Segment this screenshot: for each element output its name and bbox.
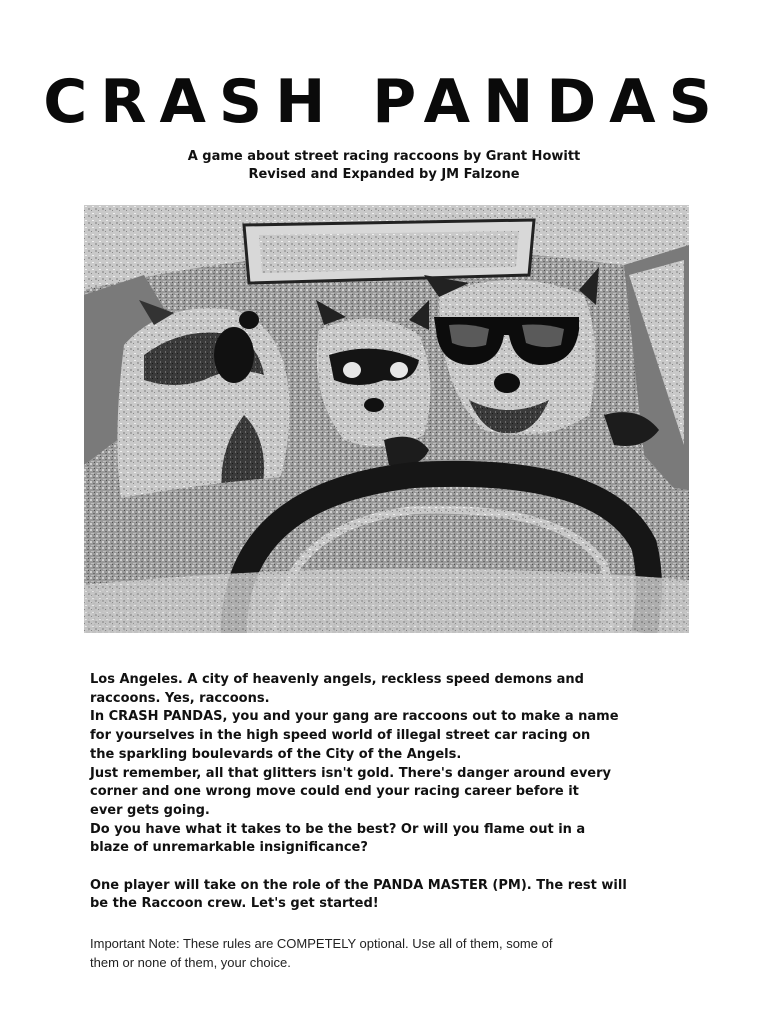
intro-line: Do you have what it takes to be the best? Or will you flame out in a (90, 821, 586, 837)
intro-line: Just remember, all that glitters isn't gold. There's danger around every (90, 765, 612, 781)
raccoons-driving-car-photo (84, 205, 689, 633)
roles-line: One player will take on the role of the PANDA MASTER (PM). The rest will (90, 877, 627, 893)
intro-line: ever gets going. (90, 802, 210, 818)
subtitle-revision: Revised and Expanded by JM Falzone (248, 167, 520, 182)
intro-text (90, 671, 730, 914)
intro-line: the sparkling boulevards of the City of the Angels. (90, 746, 462, 762)
note-line: Important Note: These rules are COMPETELY optional. Use all of them, some of (90, 936, 553, 951)
note-line: them or none of them, your choice. (90, 955, 291, 970)
paragraph-gap (90, 858, 730, 877)
important-note (90, 934, 730, 972)
subtitle (0, 148, 768, 184)
intro-line: for yourselves in the high speed world of illegal street car racing on (90, 728, 591, 744)
roles-line: be the Raccoon crew. Let's get started! (90, 896, 379, 912)
intro-line: raccoons. Yes, raccoons. (90, 690, 270, 706)
intro-line: blaze of unremarkable insignificance? (90, 840, 368, 856)
subtitle-authors: A game about street racing raccoons by Grant Howitt (187, 149, 581, 164)
page-title: CRASH PANDAS (43, 67, 725, 137)
intro-line: In CRASH PANDAS, you and your gang are raccoons out to make a name (90, 709, 619, 725)
intro-line: corner and one wrong move could end your racing career before it (90, 784, 579, 800)
intro-line: Los Angeles. A city of heavenly angels, reckless speed demons and (90, 672, 584, 687)
